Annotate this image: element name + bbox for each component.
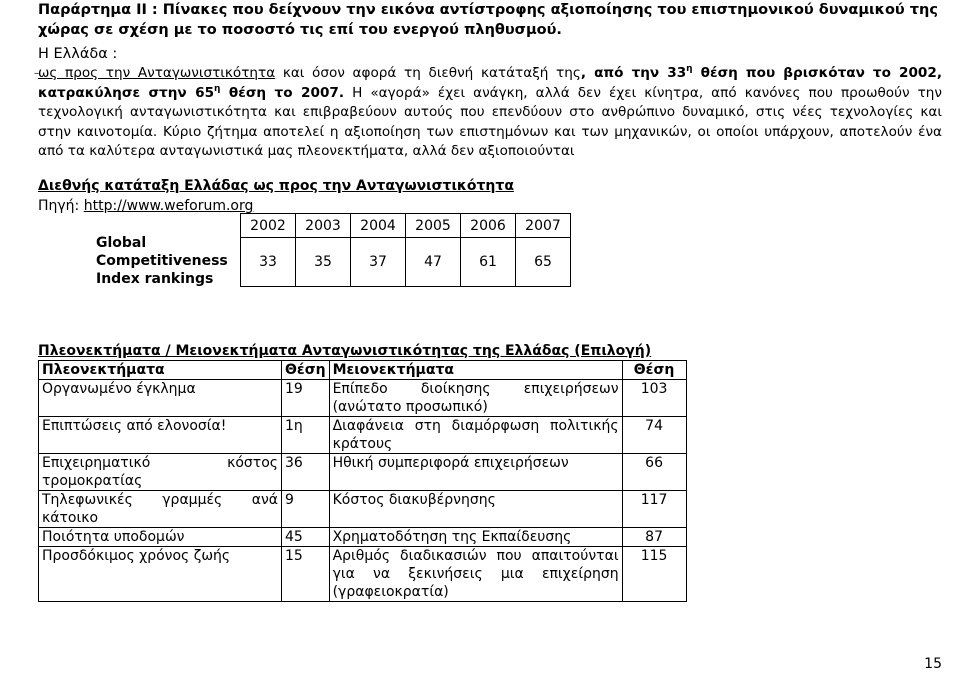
disadvantage-cell: Διαφάνεια στη διαμόρφωση πολιτικής κράτους: [329, 417, 622, 454]
advantage-cell: Ποιότητα υποδομών: [39, 528, 282, 547]
rank-cell: 37: [351, 238, 406, 287]
table-header-row: [39, 361, 687, 380]
disadvantage-cell: Κόστος διακυβέρνησης: [329, 491, 622, 528]
year-cell: 2006: [461, 214, 516, 238]
source-link[interactable]: http://www.weforum.org: [83, 198, 254, 214]
year-cell: 2004: [351, 214, 406, 238]
year-cell: 2002: [241, 214, 296, 238]
advantage-rank-cell: 45: [282, 528, 330, 547]
disadvantage-cell: Ηθική συμπεριφορά επιχειρήσεων: [329, 454, 622, 491]
advantage-rank-cell: 9: [282, 491, 330, 528]
header-rank: Θέση: [622, 361, 686, 380]
year-cell: 2003: [296, 214, 351, 238]
header-disadvantages: Μειονεκτήματα: [329, 361, 622, 380]
page-number: 15: [924, 656, 942, 672]
page-title: Παράρτημα ΙΙ : Πίνακες που δείχνουν την εικόνα αντίστροφης αξιοποίησης του επιστημονικού δυναμικού της χώρας σε σχέση με το ποσοστό τις επί του ενεργού πληθυσμού.: [38, 2, 938, 38]
rank-cell: 61: [461, 238, 516, 287]
advantage-cell: Προσδόκιμος χρόνος ζωής: [39, 547, 282, 602]
advantages-table: [38, 360, 687, 602]
gci-row-label: Global Competitiveness Index rankings: [96, 235, 228, 287]
advantage-cell: Επιπτώσεις από ελονοσία!: [39, 417, 282, 454]
table-row: [39, 454, 687, 491]
advantage-rank-cell: 19: [282, 380, 330, 417]
table-row: [39, 380, 687, 417]
disadvantage-cell: Χρηματοδότηση της Εκπαίδευσης: [329, 528, 622, 547]
advantage-cell: Επιχειρηματικό κόστος τρομοκρατίας: [39, 454, 282, 491]
disadvantage-rank-cell: 74: [622, 417, 686, 454]
advantage-rank-cell: 1η: [282, 417, 330, 454]
para-bold-1: , από την $33^\eta$ θέση που βρισκόταν το 2002, κατρακύλησε στην $65^\eta$ θέση το 2007.: [38, 64, 942, 101]
advantage-cell: Τηλεφωνικές γραμμές ανά κάτοικο: [39, 491, 282, 528]
para-text-2: Η «αγορά» έχει ανάγκη, αλλά δεν έχει κίνητρα, από κανόνες που προωθούν την τεχνολογική ανταγωνιστικότητα και επιβραβεύουν αυτούς που επενδύουν στο ανθρώπινο δυναμικό, στις νέες τεχνολογίες και στην καινοτομία. Κύριο ζήτημα αποτελεί η αξιοποίηση των επιστημόνων και των μηχανικών, οι οποίοι υπάρχουν, αποτελούν ένα από τα καλύτερα ανταγωνιστικά μας πλεονεκτήματα, αλλά δεν αξιοποιούνται: [38, 84, 942, 160]
disadvantage-cell: Αριθμός διαδικασιών που απαιτούνται για να ξεκινήσεις μια επιχείρηση (γραφειοκρατία): [329, 547, 622, 602]
disadvantage-cell: Επίπεδο διοίκησης επιχειρήσεων (ανώτατο προσωπικό): [329, 380, 622, 417]
rank-cell: 65: [516, 238, 571, 287]
header-rank: Θέση: [282, 361, 330, 380]
advantage-cell: Οργανωμένο έγκλημα: [39, 380, 282, 417]
table-row: [39, 547, 687, 602]
source-line: Πηγή: http://www.weforum.org: [38, 198, 254, 214]
values-row: [241, 238, 571, 287]
disadvantage-rank-cell: 115: [622, 547, 686, 602]
disadvantage-rank-cell: 117: [622, 491, 686, 528]
rank-cell: 35: [296, 238, 351, 287]
bullet-dash: –: [34, 68, 39, 79]
disadvantage-rank-cell: 66: [622, 454, 686, 491]
header-advantages: Πλεονεκτήματα: [39, 361, 282, 380]
advantage-rank-cell: 15: [282, 547, 330, 602]
rank-cell: 33: [241, 238, 296, 287]
competitiveness-link[interactable]: ως προς την Ανταγωνιστικότητα: [38, 65, 276, 81]
table-row: [39, 491, 687, 528]
disadvantage-rank-cell: 103: [622, 380, 686, 417]
greece-paragraph: [34, 64, 942, 162]
ranking-heading: Διεθνής κατάταξη Ελλάδας ως προς την Ανταγωνιστικότητα: [38, 178, 514, 194]
year-cell: 2005: [406, 214, 461, 238]
years-row: [241, 214, 571, 238]
advantages-heading: Πλεονεκτήματα / Μειονεκτήματα Ανταγωνιστικότητας της Ελλάδας (Επιλογή): [38, 343, 652, 359]
table-row: [39, 528, 687, 547]
ranking-table: [240, 213, 571, 287]
disadvantage-rank-cell: 87: [622, 528, 686, 547]
para-text-1: και όσον αφορά τη διεθνή κατάταξή της: [275, 65, 581, 81]
year-cell: 2007: [516, 214, 571, 238]
rank-cell: 47: [406, 238, 461, 287]
table-row: [39, 417, 687, 454]
intro-label: Η Ελλάδα :: [38, 46, 118, 62]
advantage-rank-cell: 36: [282, 454, 330, 491]
